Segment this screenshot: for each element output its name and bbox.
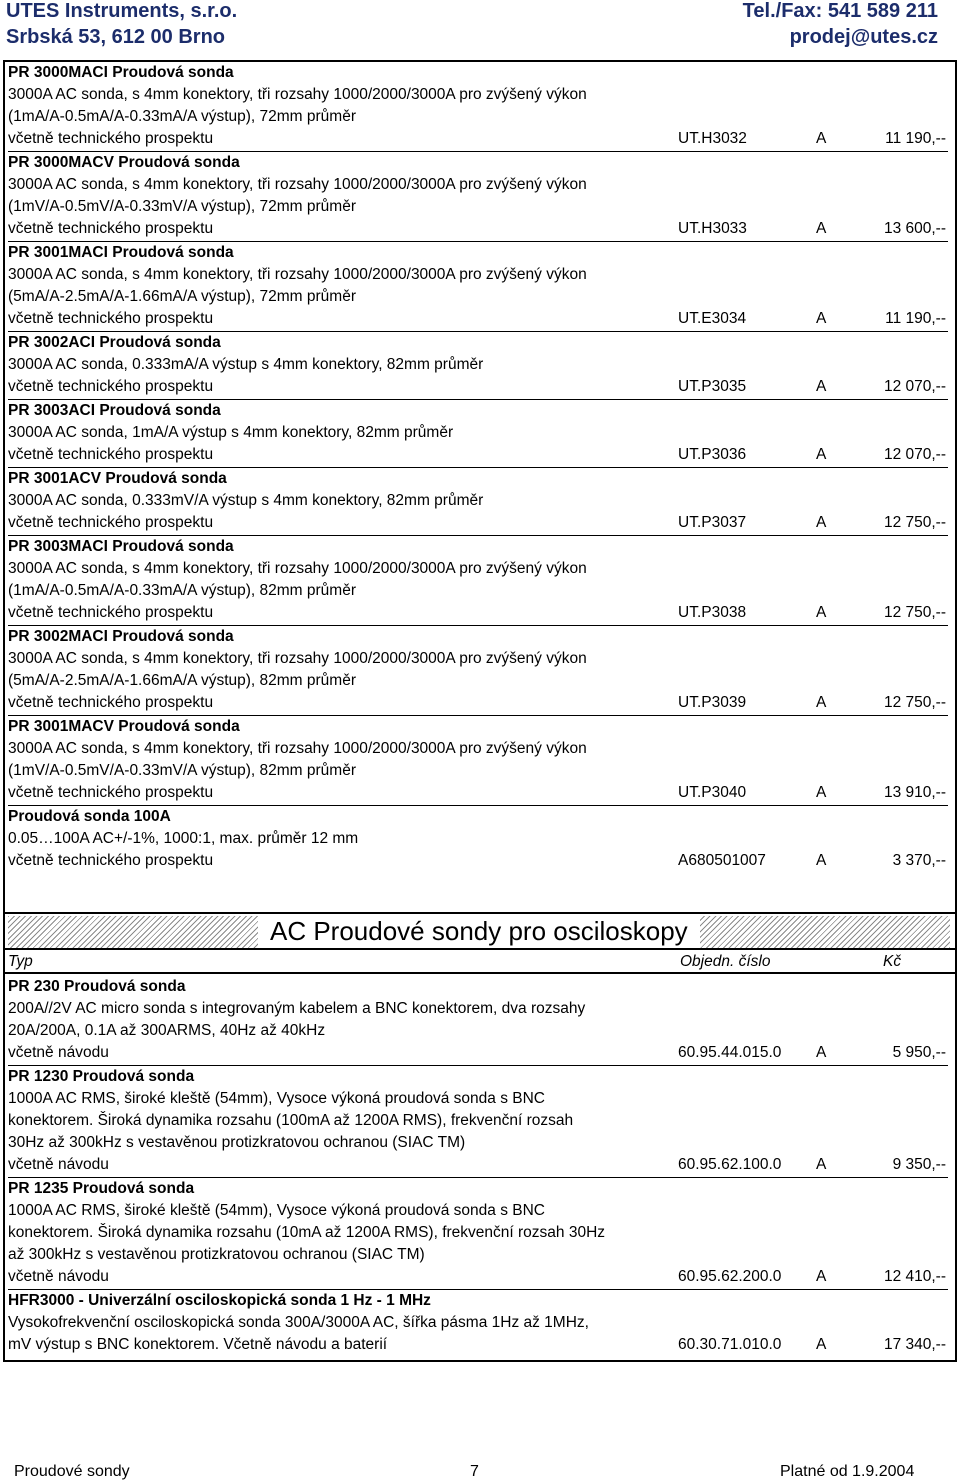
product-order-line [8,602,948,624]
product-availability: A [816,604,827,621]
product-title: PR 3002ACI Proudová sonda [8,334,221,351]
product-price: 11 190,-- [885,130,946,147]
product-note: včetně návodu [8,1044,109,1061]
product-item [8,1290,948,1356]
product-item [8,716,948,804]
product-title: PR 3001MACI Proudová sonda [8,244,234,261]
product-description-line: 1000A AC RMS, široké kleště (54mm), Vysoce výkoná proudová sonda s BNC [8,1202,545,1219]
product-description-line: (1mV/A-0.5mV/A-0.33mV/A výstup), 72mm průměr [8,198,356,215]
product-price: 3 370,-- [892,852,946,869]
product-order-code: UT.P3040 [678,784,747,801]
product-title: PR 3002MACI Proudová sonda [8,628,234,645]
product-availability: A [816,694,827,711]
product-availability: A [816,310,827,327]
product-description-line: 3000A AC sonda, s 4mm konektory, tři rozsahy 1000/2000/3000A pro zvýšený výkon [8,86,587,103]
product-note: včetně návodu [8,1268,109,1285]
column-header-row [3,948,957,974]
product-order-line [8,1266,948,1288]
product-description-line: Vysokofrekvenční osciloskopická sonda 300A/3000A AC, šířka pásma 1Hz až 1MHz, [8,1314,589,1331]
product-order-line [8,782,948,804]
product-description-line: 3000A AC sonda, 1mA/A výstup s 4mm konektory, 82mm průměr [8,424,454,441]
product-price: 12 750,-- [883,514,946,531]
product-description-line: 1000A AC RMS, široké kleště (54mm), Vysoce výkoná proudová sonda s BNC [8,1090,545,1107]
footer-valid-from: Platné od 1.9.2004 [780,1463,915,1480]
product-price: 12 750,-- [883,694,946,711]
product-order-code: 60.95.62.100.0 [678,1156,782,1173]
product-description-line: 3000A AC sonda, 0.333mV/A výstup s 4mm konektory, 82mm průměr [8,492,484,509]
product-item [8,332,948,398]
product-title: PR 3001ACV Proudová sonda [8,470,227,487]
product-order-code: 60.95.44.015.0 [678,1044,782,1061]
product-title: Proudová sonda 100A [8,808,171,825]
product-description-line: (1mV/A-0.5mV/A-0.33mV/A výstup), 82mm průměr [8,762,356,779]
product-item [8,806,948,872]
product-availability: A [816,378,827,395]
footer-page-number: 7 [470,1463,479,1480]
product-price: 12 750,-- [883,604,946,621]
product-description-line: konektorem. Široká dynamika rozsahu (100mA až 1200A RMS), frekvenční rozsah [8,1112,574,1129]
product-item [8,400,948,466]
product-price: 12 070,-- [883,446,946,463]
product-note: včetně technického prospektu [8,604,214,621]
product-title: PR 3003ACI Proudová sonda [8,402,221,419]
product-order-code: UT.P3036 [678,446,747,463]
product-order-code: UT.H3032 [678,130,747,147]
product-order-line [8,512,948,534]
product-availability: A [816,784,827,801]
product-description-line: 3000A AC sonda, s 4mm konektory, tři rozsahy 1000/2000/3000A pro zvýšený výkon [8,266,587,283]
product-title: HFR3000 - Univerzální osciloskopická sonda 1 Hz - 1 MHz [8,1292,431,1309]
product-description-line: (5mA/A-2.5mA/A-1.66mA/A výstup), 72mm průměr [8,288,356,305]
product-order-code: UT.P3037 [678,514,747,531]
product-item [8,62,948,150]
product-availability: A [816,446,827,463]
product-order-line [8,1334,948,1356]
product-availability: A [816,220,827,237]
product-item [8,626,948,714]
product-price: 12 070,-- [883,378,946,395]
footer-section-name: Proudové sondy [14,1463,130,1480]
product-description-line: 30Hz až 300kHz s vestavěnou protizkratovou ochranou (SIAC TM) [8,1134,466,1151]
product-title: PR 1230 Proudová sonda [8,1068,195,1085]
product-item [8,1066,948,1176]
product-order-code: UT.E3034 [678,310,747,327]
product-order-code: UT.P3038 [678,604,747,621]
product-title: PR 3001MACV Proudová sonda [8,718,240,735]
product-item [8,536,948,624]
product-price: 12 410,-- [883,1268,946,1285]
product-note: včetně technického prospektu [8,378,214,395]
product-description-line: 0.05…100A AC+/-1%, 1000:1, max. průměr 12 mm [8,830,359,847]
product-order-line [8,308,948,330]
product-item [8,976,948,1064]
company-address: Srbská 53, 612 00 Brno [6,26,226,48]
product-order-code: UT.P3039 [678,694,747,711]
product-order-line [8,218,948,240]
product-price: 13 910,-- [883,784,946,801]
product-order-code: UT.H3033 [678,220,747,237]
product-description-line: 3000A AC sonda, s 4mm konektory, tři rozsahy 1000/2000/3000A pro zvýšený výkon [8,560,587,577]
product-order-code: 60.30.71.010.0 [678,1336,782,1353]
product-availability: A [816,1268,827,1285]
product-description-line: (1mA/A-0.5mA/A-0.33mA/A výstup), 82mm průměr [8,582,356,599]
product-title: PR 3000MACV Proudová sonda [8,154,240,171]
column-order-number: Objedn. číslo [680,953,771,970]
product-order-line [8,692,948,714]
product-description-line: konektorem. Široká dynamika rozsahu (10mA až 1200A RMS), frekvenční rozsah 30Hz [8,1224,606,1241]
product-order-line [8,1042,948,1064]
product-description-line: (5mA/A-2.5mA/A-1.66mA/A výstup), 82mm průměr [8,672,356,689]
product-availability: A [816,852,827,869]
product-note: mV výstup s BNC konektorem. Včetně návodu a baterií [8,1336,388,1353]
product-order-code: 60.95.62.200.0 [678,1268,782,1285]
product-description-line: až 300kHz s vestavěnou protizkratovou ochranou (SIAC TM) [8,1246,425,1263]
product-availability: A [816,1336,827,1353]
product-note: včetně technického prospektu [8,514,214,531]
product-order-code: UT.P3035 [678,378,747,395]
product-note: včetně technického prospektu [8,446,214,463]
product-item [8,1178,948,1288]
product-price: 13 600,-- [883,220,946,237]
product-title: PR 230 Proudová sonda [8,978,186,995]
product-order-line [8,128,948,150]
product-price: 9 350,-- [892,1156,946,1173]
product-note: včetně technického prospektu [8,130,214,147]
product-note: včetně technického prospektu [8,220,214,237]
product-description-line: 20A/200A, 0.1A až 300ARMS, 40Hz až 40kHz [8,1022,326,1039]
product-description-line: 3000A AC sonda, s 4mm konektory, tři rozsahy 1000/2000/3000A pro zvýšený výkon [8,650,587,667]
product-note: včetně technického prospektu [8,694,214,711]
product-price: 11 190,-- [885,310,946,327]
product-note: včetně technického prospektu [8,784,214,801]
company-name: UTES Instruments, s.r.o. [6,0,238,22]
product-order-line [8,850,948,872]
product-price: 17 340,-- [883,1336,946,1353]
product-item [8,468,948,534]
product-title: PR 3003MACI Proudová sonda [8,538,234,555]
product-availability: A [816,1044,827,1061]
product-title: PR 3000MACI Proudová sonda [8,64,234,81]
product-description-line: 3000A AC sonda, 0.333mA/A výstup s 4mm konektory, 82mm průměr [8,356,484,373]
section-title: AC Proudové sondy pro osciloskopy [258,914,700,948]
company-email[interactable]: prodej@utes.cz [789,26,938,48]
product-description-line: 3000A AC sonda, s 4mm konektory, tři rozsahy 1000/2000/3000A pro zvýšený výkon [8,176,587,193]
product-note: včetně technického prospektu [8,310,214,327]
company-phone: Tel./Fax: 541 589 211 [742,0,938,22]
column-type: Typ [8,953,33,970]
product-order-line [8,444,948,466]
product-description-line: 200A//2V AC micro sonda s integrovaným kabelem a BNC konektorem, dva rozsahy [8,1000,586,1017]
product-item [8,152,948,240]
product-price: 5 950,-- [892,1044,946,1061]
product-availability: A [816,1156,827,1173]
product-note: včetně návodu [8,1156,109,1173]
column-price: Kč [883,953,902,970]
product-note: včetně technického prospektu [8,852,214,869]
product-description-line: 3000A AC sonda, s 4mm konektory, tři rozsahy 1000/2000/3000A pro zvýšený výkon [8,740,587,757]
product-order-line [8,376,948,398]
product-title: PR 1235 Proudová sonda [8,1180,195,1197]
product-availability: A [816,130,827,147]
product-availability: A [816,514,827,531]
product-item [8,242,948,330]
product-description-line: (1mA/A-0.5mA/A-0.33mA/A výstup), 72mm průměr [8,108,356,125]
product-order-code: A680501007 [678,852,766,869]
product-order-line [8,1154,948,1176]
page-header [0,0,960,60]
